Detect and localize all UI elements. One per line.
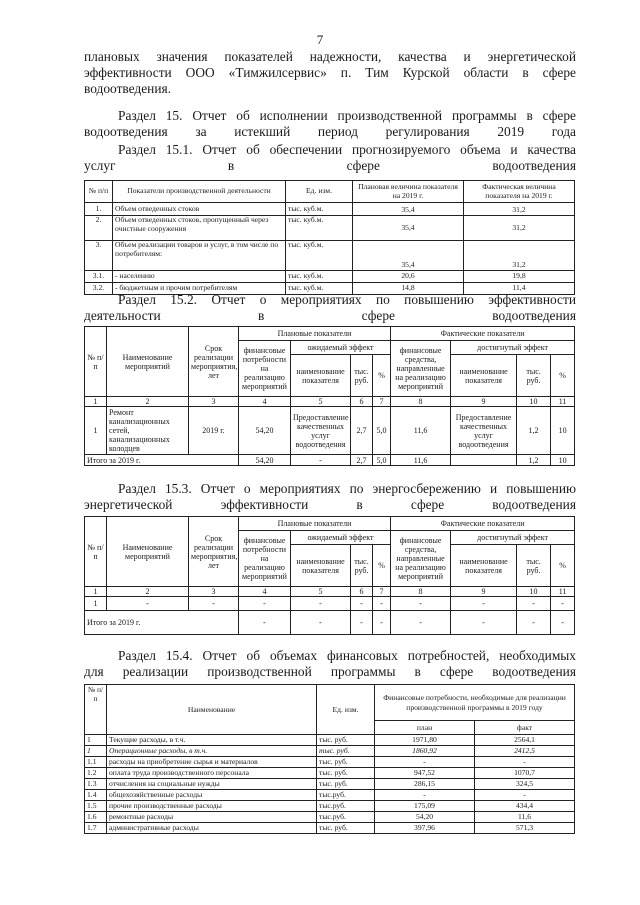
section-15-2-heading: Раздел 15.2. Отчет о мероприятиях по повышению эффективности деятельности в сфере водоотведения (84, 292, 576, 324)
page-number: 7 (316, 32, 324, 47)
header-percent: % (551, 355, 575, 397)
header-fin-spent: финансовые средства, направленные на реализацию мероприятий (391, 531, 451, 587)
header-indicator-name: наименование показателя (291, 545, 351, 587)
table-row: 1.6 ремонтные расходы тыс.руб. 54,20 11,6 (85, 812, 575, 823)
total-row: Итого за 2019 г. 54,20 - 2,7 5,0 11,6 1,2 10 (85, 455, 575, 466)
table-row: 1.4 общехозяйственные расходы тыс.руб. - - (85, 790, 575, 801)
header-period: Срок реализации мероприятия, лет (189, 517, 239, 587)
table-production-volume (84, 180, 575, 295)
table-row: 1. Объем отведенных стоков тыс. куб.м. 35,4 31,2 (85, 203, 575, 216)
table-row: 1 Ремонт канализационных сетей, канализационных колодцев 2019 г. 54,20 Предоставление качественных услуг водоотведения 2,7 5,0 11,6 Предоставление качественных услуг водоотведения 1,2 10 (85, 407, 575, 455)
header-percent: % (373, 355, 391, 397)
header-indicator: Показатели производственной деятельности (113, 181, 286, 203)
section-15-1-heading: Раздел 15.1. Отчет об обеспечении прогнозируемого объема и качества услуг в сфере водоотведения (84, 142, 576, 174)
total-row: Итого за 2019 г. - - - - - - - - (85, 611, 575, 635)
table-row: 2. Объем отведенных стоков, пропущенный через очистные сооружения тыс. куб.м. 35,4 31,2 (85, 216, 575, 241)
table-row: 1.2 оплата труда производственного персонала тыс. руб. 947,52 1070,7 (85, 768, 575, 779)
header-fact: Фактическая величина показателя на 2019 г. (464, 181, 575, 203)
header-fact: факт (475, 721, 575, 735)
header-plan-group: Плановые показатели (239, 517, 391, 531)
header-fin-need: финансовые потребности на реализацию мероприятий (239, 341, 291, 397)
table-energy-measures (84, 516, 575, 635)
header-measure-name: Наименование мероприятий (107, 517, 189, 587)
header-thous-rub: тыс. руб. (517, 545, 551, 587)
header-fin-need: финансовые потребности на реализацию мероприятий (239, 531, 291, 587)
header-measure-name: Наименование мероприятий (107, 327, 189, 397)
header-expected-effect: ожидаемый эффект (291, 341, 391, 355)
header-thous-rub: тыс. руб. (351, 545, 373, 587)
header-unit: Ед. изм. (317, 685, 375, 735)
section-15-heading: Раздел 15. Отчет об исполнении производственной программы в сфере водоотведения за истекший период регулирования 2019 года (84, 108, 576, 140)
header-name: Наименование (107, 685, 317, 735)
column-numbers-row: 1 2 3 4 5 6 7 8 9 10 11 (85, 397, 575, 407)
header-fact-group: Фактические показатели (391, 327, 575, 341)
header-indicator-name: наименование показателя (451, 545, 517, 587)
header-num: № п/п (85, 685, 107, 735)
header-unit: Ед. изм. (286, 181, 353, 203)
table-row: 1.3 отчисления на социальные нужды тыс. руб. 286,15 324,5 (85, 779, 575, 790)
table-row: 1 - - - - - - - - - - (85, 597, 575, 611)
section-15-3-heading: Раздел 15.3. Отчет о мероприятиях по энергосбережению и повышению энергетической эффективности в сфере водоотведения (84, 481, 576, 513)
header-plan-group: Плановые показатели (239, 327, 391, 341)
header-percent: % (373, 545, 391, 587)
header-expected-effect: ожидаемый эффект (291, 531, 391, 545)
table-row: 3.1. - населению тыс. куб.м. 20,6 19,8 (85, 271, 575, 283)
header-percent: % (551, 545, 575, 587)
table-row: 1.7 административные расходы тыс. руб. 397,96 571,3 (85, 823, 575, 834)
table-row: 1.1 расходы на приобретение сырья и материалов тыс. руб. - - (85, 757, 575, 768)
header-num: № п/ п (85, 327, 107, 397)
intro-paragraph: плановых значения показателей надежности, качества и энергетической эффективности ООО «Тимжилсервис» п. Тим Курской области в сфере водоотведения. (84, 49, 576, 97)
header-achieved-effect: достигнутый эффект (451, 531, 575, 545)
header-indicator-name: наименование показателя (291, 355, 351, 397)
header-thous-rub: тыс. руб. (517, 355, 551, 397)
table-row: 3.2. - бюджетным и прочим потребителям тыс. куб.м. 14,8 11,4 (85, 283, 575, 295)
table-efficiency-measures (84, 326, 575, 466)
header-fin-spent: финансовые средства, направленные на реализацию мероприятий (391, 341, 451, 397)
header-num: № п/п (85, 181, 113, 203)
header-indicator-name: наименование показателя (451, 355, 517, 397)
table-row: 1 Текущие расходы, в т.ч. тыс. руб. 1971,80 2564,1 (85, 735, 575, 746)
table-row: 1 Операционные расходы, в т.ч. тыс. руб. 1860,92 2412,5 (85, 746, 575, 757)
column-numbers-row: 1 2 3 4 5 6 7 8 9 10 11 (85, 587, 575, 597)
table-row: 1.5 прочие производственные расходы тыс.руб. 175,09 434,4 (85, 801, 575, 812)
section-15-4-heading: Раздел 15.4. Отчет об объемах финансовых потребностей, необходимых для реализации производственной программы в сфере водоотведения (84, 648, 576, 680)
header-period: Срок реализации мероприятия, лет (189, 327, 239, 397)
header-plan: план (375, 721, 475, 735)
header-financial-needs-group: Финансовые потребности, необходимые для реализации производственной программы в 2019 году (375, 685, 575, 721)
table-row: 3. Объем реализации товаров и услуг, в том числе по потребителям: тыс. куб.м. 35,4 31,2 (85, 241, 575, 271)
header-fact-group: Фактические показатели (391, 517, 575, 531)
table-financial-needs (84, 684, 575, 834)
header-achieved-effect: достигнутый эффект (451, 341, 575, 355)
header-thous-rub: тыс. руб. (351, 355, 373, 397)
header-num: № п/ п (85, 517, 107, 587)
header-plan: Плановая величина показателя на 2019 г. (353, 181, 464, 203)
